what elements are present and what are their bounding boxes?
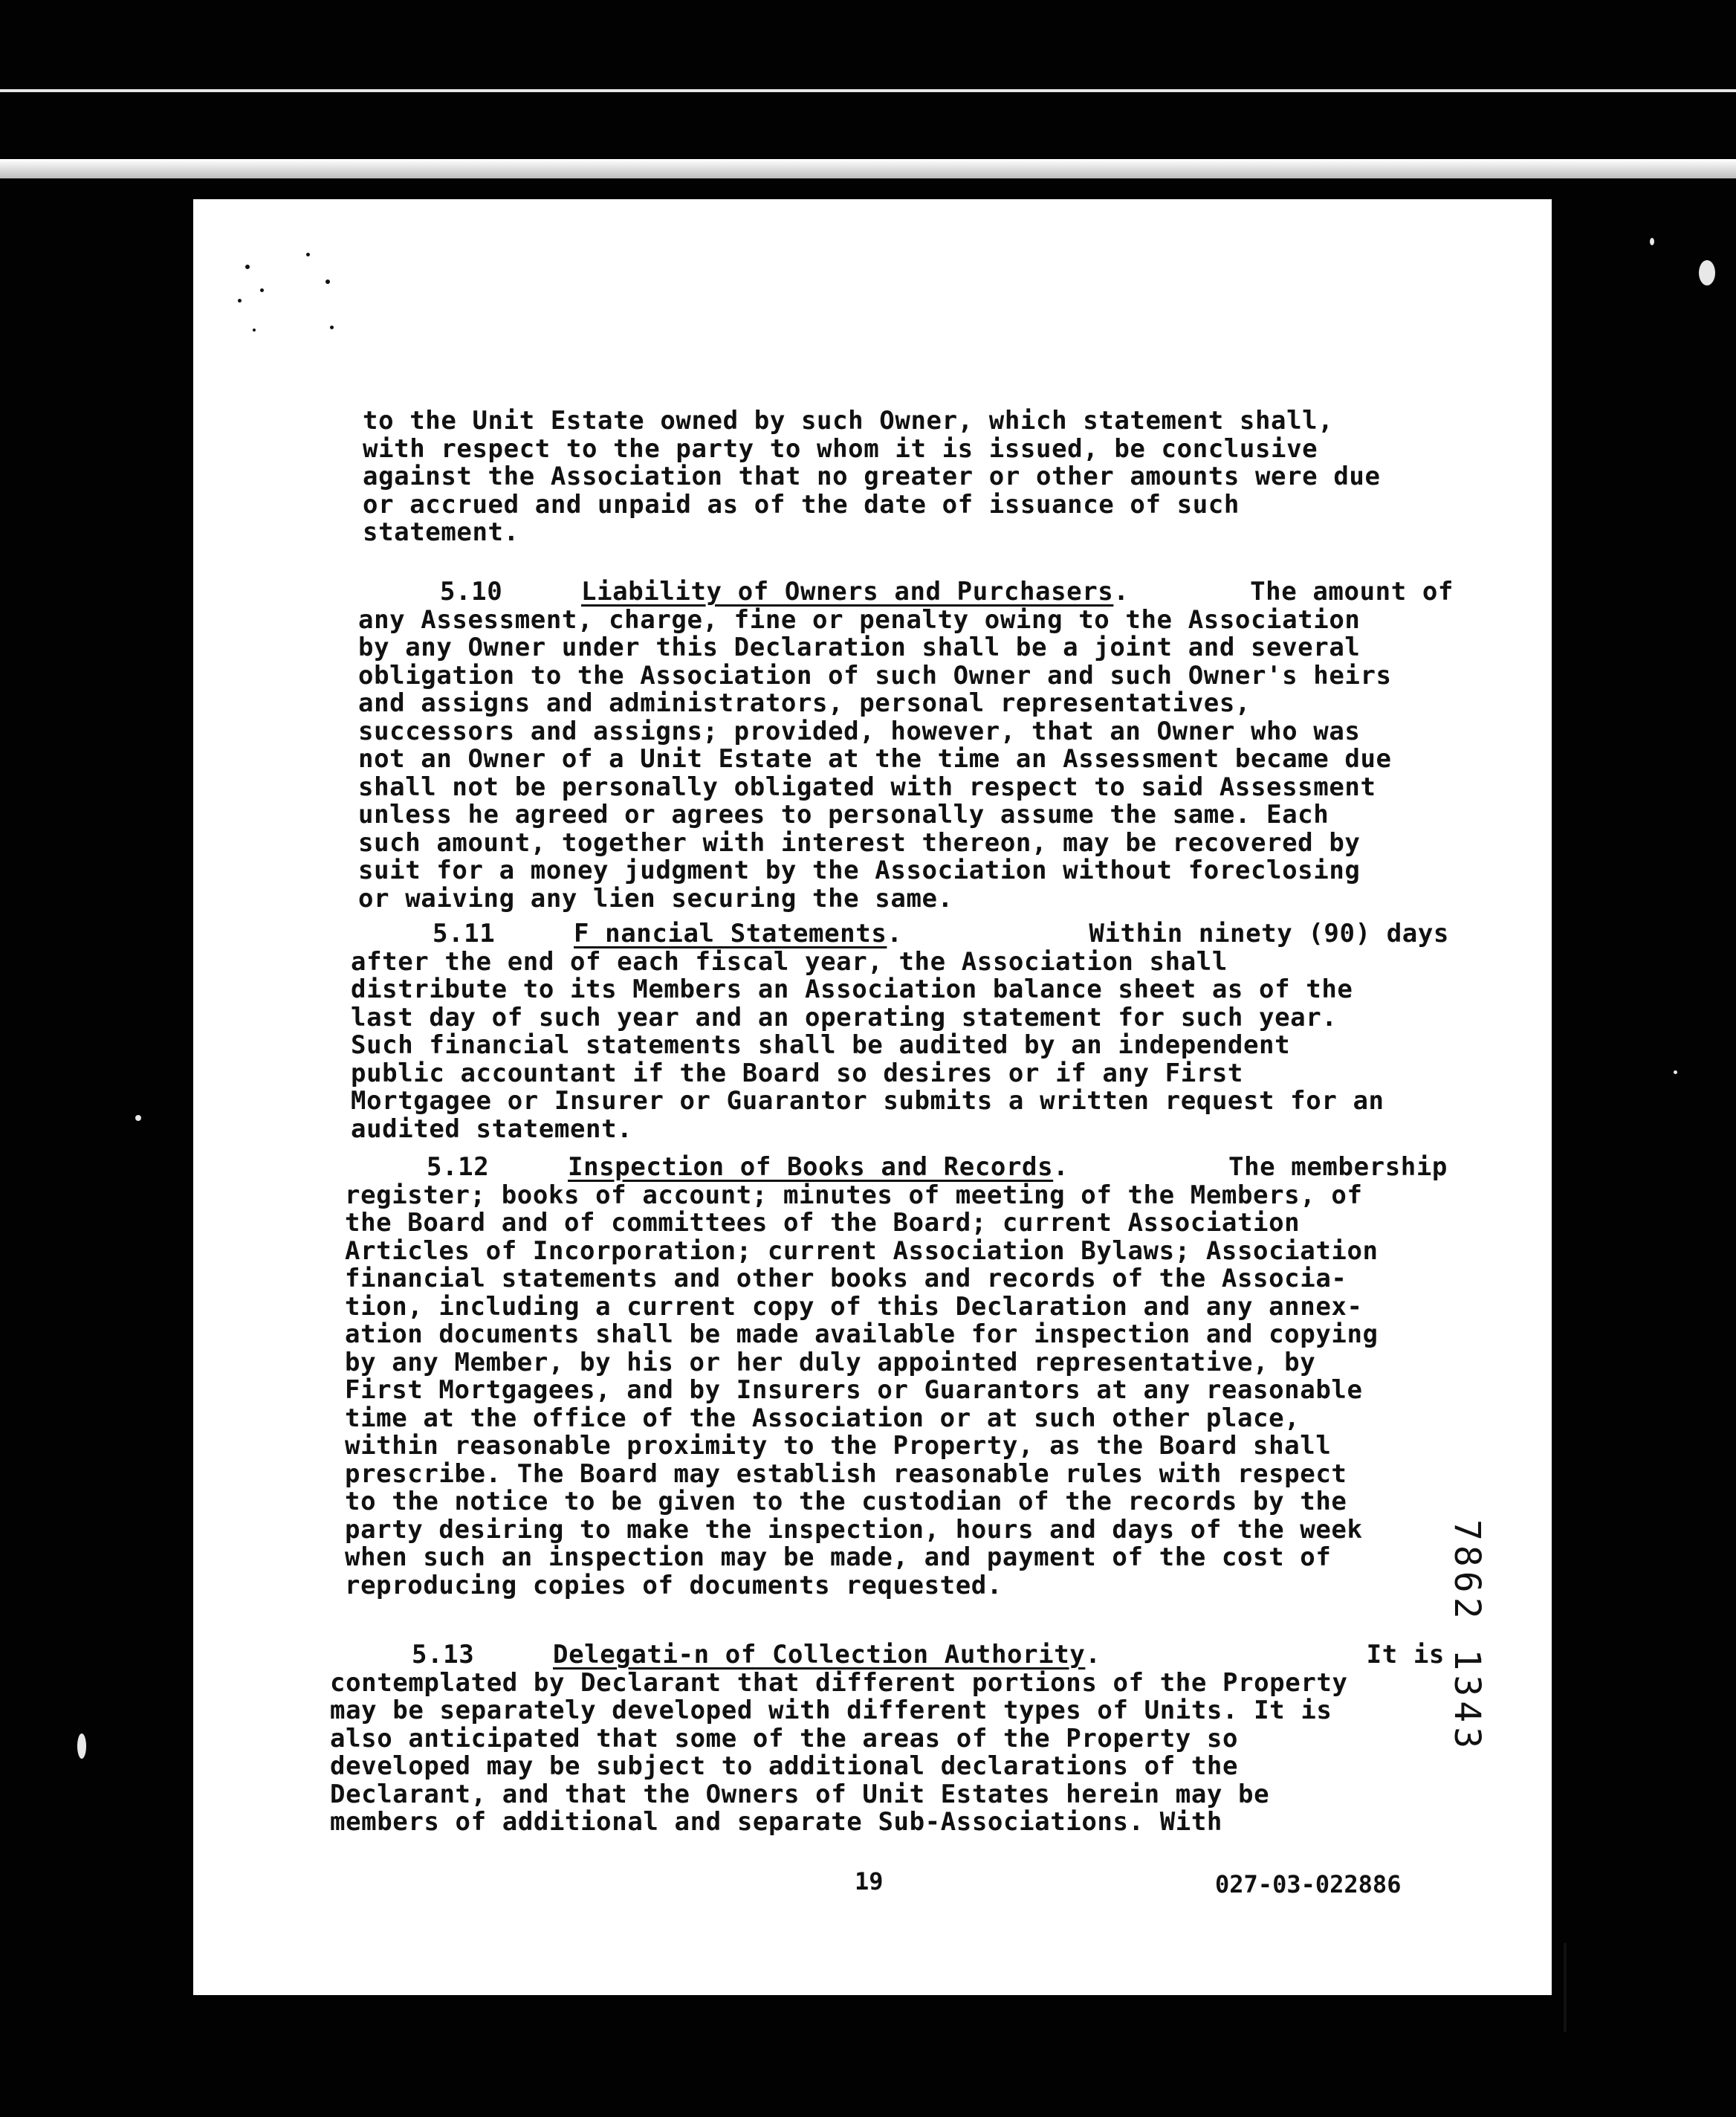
section-line: reproducing copies of documents requested.: [345, 1570, 1003, 1600]
section-5-11: [351, 920, 1449, 1143]
page-speck: [245, 265, 250, 269]
opening-line: with respect to the party to whom it is issued, be conclusive: [363, 433, 1318, 464]
section-line: successors and assigns; provided, however, that an Owner who was: [358, 716, 1361, 746]
page-speck: [253, 329, 256, 332]
section-line: may be separately developed with different types of Units. It is: [330, 1696, 1332, 1725]
section-5-13: [330, 1641, 1445, 1837]
section-line: not an Owner of a Unit Estate at the time an Assessment became due: [358, 744, 1392, 774]
section-line: Mortgagee or Insurer or Guarantor submits a written request for an: [351, 1086, 1384, 1116]
section-line: distribute to its Members an Association balance sheet as of the: [351, 975, 1353, 1004]
edge-speck: [1699, 260, 1715, 285]
section-heading-line: 5.10 Liability of Owners and Purchasers. The amount of: [440, 577, 1454, 607]
edge-speck: [1674, 1070, 1677, 1074]
section-line: time at the office of the Association or at such other place,: [345, 1403, 1301, 1433]
section-line: suit for a money judgment by the Association without foreclosing: [358, 856, 1361, 885]
page-speck: [238, 299, 242, 303]
section-line: obligation to the Association of such Owner and such Owner's heirs: [358, 660, 1392, 691]
page-number: 19: [855, 1867, 884, 1895]
scan-top-rule: [0, 89, 1736, 92]
page-edge-line: [1564, 1943, 1567, 2032]
section-heading: Liability of Owners and Purchasers: [581, 577, 1114, 607]
section-line: after the end of each fiscal year, the Association shall: [351, 946, 1228, 977]
page-speck: [306, 253, 310, 256]
section-line: financial statements and other books and records of the Associa-: [345, 1264, 1347, 1293]
section-heading: F nancial Statements: [574, 919, 887, 948]
opening-paragraph: [363, 407, 1457, 547]
edge-speck: [1650, 238, 1654, 245]
section-number: 5.12: [427, 1152, 490, 1182]
page-speck: [330, 326, 334, 329]
section-line: when such an inspection may be made, and payment of the cost of: [345, 1542, 1332, 1572]
section-line: First Mortgagees, and by Insurers or Guarantors at any reasonable: [345, 1375, 1363, 1405]
section-line: shall not be personally obligated with respect to said Assessment: [358, 772, 1376, 802]
section-heading: Delegati-n of Collection Authority: [553, 1640, 1086, 1670]
edge-speck: [135, 1115, 141, 1121]
section-line: tion, including a current copy of this Declaration and any annex-: [345, 1291, 1363, 1322]
section-line: by any Owner under this Declaration shall be a joint and several: [358, 633, 1361, 662]
section-5-10: [358, 578, 1454, 913]
section-heading: Inspection of Books and Records: [568, 1152, 1054, 1182]
page-speck: [260, 288, 264, 292]
section-line: audited statement.: [351, 1114, 633, 1144]
section-line: members of additional and separate Sub-Associations. With: [330, 1807, 1222, 1837]
section-line: Articles of Incorporation; current Association Bylaws; Association: [345, 1235, 1379, 1266]
section-line: the Board and of committees of the Board; current Association: [345, 1208, 1301, 1238]
section-heading-line: 5.11 F nancial Statements. Within ninety (90) days: [433, 919, 1449, 948]
opening-line: statement.: [363, 517, 519, 547]
opening-line: against the Association that no greater or other amounts were due: [363, 462, 1381, 491]
section-line: also anticipated that some of the areas of the Property so: [330, 1723, 1239, 1754]
section-line: unless he agreed or agrees to personally assume the same. Each: [358, 800, 1329, 830]
opening-line: or accrued and unpaid as of the date of issuance of such: [363, 489, 1240, 520]
document-page: [193, 199, 1552, 1995]
section-heading-line: 5.13 Delegati-n of Collection Authority. It is: [412, 1640, 1445, 1670]
section-line: Declarant, and that the Owners of Unit Estates herein may be: [330, 1779, 1270, 1809]
section-line: last day of such year and an operating statement for such year.: [351, 1002, 1338, 1032]
section-line: Such financial statements shall be audited by an independent: [351, 1030, 1291, 1060]
section-line: within reasonable proximity to the Property, as the Board shall: [345, 1431, 1332, 1461]
section-first-line-rest: The membership: [1228, 1152, 1448, 1182]
section-number: 5.13: [412, 1640, 475, 1670]
edge-speck: [77, 1733, 86, 1759]
section-line: developed may be subject to additional declarations of the: [330, 1751, 1239, 1781]
opening-line: to the Unit Estate owned by such Owner, which statement shall,: [363, 406, 1334, 436]
section-heading-line: 5.12 Inspection of Books and Records. The membership: [427, 1152, 1448, 1182]
section-line: and assigns and administrators, personal representatives,: [358, 688, 1251, 718]
section-line: register; books of account; minutes of meeting of the Members, of: [345, 1180, 1363, 1210]
section-line: by any Member, by his or her duly appointed representative, by: [345, 1347, 1316, 1377]
scan-top-band: [0, 159, 1736, 178]
section-first-line-rest: Within ninety (90) days: [1089, 919, 1449, 948]
section-line: or waiving any lien securing the same.: [358, 883, 953, 914]
section-line: public accountant if the Board so desires or if any First: [351, 1058, 1243, 1088]
section-line: to the notice to be given to the custodian of the records by the: [345, 1487, 1347, 1516]
section-line: contemplated by Declarant that different portions of the Property: [330, 1667, 1348, 1698]
page-speck: [326, 279, 330, 284]
section-5-12: [345, 1154, 1448, 1600]
section-number: 5.10: [440, 577, 503, 607]
section-line: ation documents shall be made available for inspection and copying: [345, 1319, 1379, 1349]
section-line: any Assessment, charge, fine or penalty owing to the Association: [358, 604, 1361, 635]
section-number: 5.11: [433, 919, 496, 948]
section-line: prescribe. The Board may establish reasonable rules with respect: [345, 1458, 1347, 1489]
section-first-line-rest: The amount of: [1250, 577, 1454, 607]
section-line: party desiring to make the inspection, hours and days of the week: [345, 1514, 1363, 1545]
section-line: such amount, together with interest thereon, may be recovered by: [358, 827, 1361, 858]
section-first-line-rest: It is: [1366, 1640, 1445, 1670]
document-id: 027-03-022886: [1215, 1870, 1402, 1898]
side-stamp: 7862 1343: [1446, 1519, 1488, 1754]
